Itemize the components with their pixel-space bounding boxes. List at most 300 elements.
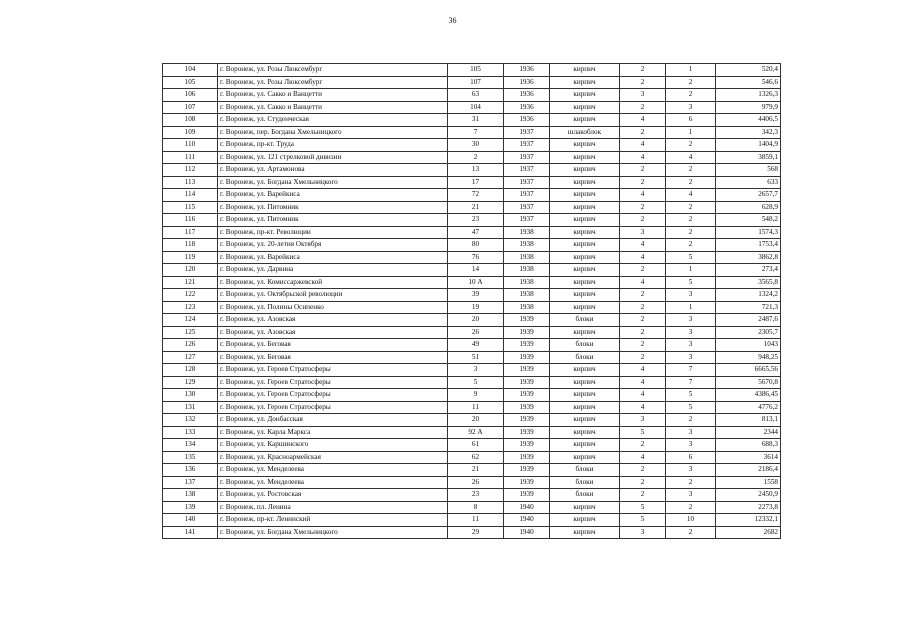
floors-cell: 2 [620,314,666,327]
material-cell: кирпич [550,389,620,402]
floors-cell: 5 [620,514,666,527]
table-row [163,239,781,252]
row-number: 124 [163,314,218,327]
address-cell: г. Воронеж, ул. Беговая [218,339,448,352]
entrances-cell: 1 [666,301,716,314]
floors-cell: 2 [620,339,666,352]
floors-cell: 4 [620,401,666,414]
area-cell: 2657,7 [716,189,781,202]
year-cell: 1939 [504,339,550,352]
address-cell: г. Воронеж, ул. 121 стрелковой дивизии [218,151,448,164]
area-cell: 3565,8 [716,276,781,289]
address-cell: г. Воронеж, ул. Героев Стратосферы [218,389,448,402]
address-cell: г. Воронеж, ул. Октябрьской революции [218,289,448,302]
material-cell: кирпич [550,139,620,152]
house-number-cell: 80 [448,239,504,252]
table-row [163,301,781,314]
table-row [163,226,781,239]
year-cell: 1939 [504,489,550,502]
entrances-cell: 2 [666,139,716,152]
row-number: 136 [163,464,218,477]
address-cell: г. Воронеж, ул. Азовская [218,326,448,339]
year-cell: 1939 [504,439,550,452]
row-number: 123 [163,301,218,314]
material-cell: кирпич [550,226,620,239]
house-number-cell: 47 [448,226,504,239]
year-cell: 1936 [504,76,550,89]
house-number-cell: 11 [448,514,504,527]
table-row [163,151,781,164]
table-row [163,289,781,302]
entrances-cell: 3 [666,339,716,352]
address-cell: г. Воронеж, ул. Дарвина [218,264,448,277]
table-row [163,351,781,364]
house-number-cell: 49 [448,339,504,352]
row-number: 119 [163,251,218,264]
year-cell: 1939 [504,364,550,377]
year-cell: 1939 [504,451,550,464]
floors-cell: 2 [620,126,666,139]
area-cell: 4776,2 [716,401,781,414]
material-cell: кирпич [550,151,620,164]
house-number-cell: 26 [448,326,504,339]
address-cell: г. Воронеж, ул. Сакко и Ванцетти [218,89,448,102]
row-number: 112 [163,164,218,177]
address-cell: г. Воронеж, ул. Красноармейская [218,451,448,464]
table-row [163,489,781,502]
table-row [163,76,781,89]
year-cell: 1940 [504,501,550,514]
table-row [163,214,781,227]
address-cell: г. Воронеж, ул. Богдана Хмельницкого [218,526,448,539]
year-cell: 1937 [504,139,550,152]
area-cell: 546,6 [716,76,781,89]
area-cell: 342,3 [716,126,781,139]
house-number-cell: 30 [448,139,504,152]
year-cell: 1937 [504,151,550,164]
row-number: 130 [163,389,218,402]
address-cell: г. Воронеж, ул. Менделеева [218,464,448,477]
table-body [163,64,781,539]
table-row [163,314,781,327]
house-number-cell: 61 [448,439,504,452]
year-cell: 1939 [504,414,550,427]
area-cell: 273,4 [716,264,781,277]
row-number: 125 [163,326,218,339]
table-row [163,526,781,539]
floors-cell: 2 [620,176,666,189]
area-cell: 2305,7 [716,326,781,339]
row-number: 134 [163,439,218,452]
address-cell: г. Воронеж, пл. Ленина [218,501,448,514]
floors-cell: 4 [620,139,666,152]
entrances-cell: 5 [666,251,716,264]
area-cell: 1043 [716,339,781,352]
table-row [163,339,781,352]
address-cell: г. Воронеж, пр-кт. Ленинский [218,514,448,527]
year-cell: 1937 [504,164,550,177]
year-cell: 1937 [504,176,550,189]
house-number-cell: 14 [448,264,504,277]
year-cell: 1940 [504,514,550,527]
page-number: 36 [448,16,457,25]
row-number: 126 [163,339,218,352]
material-cell: кирпич [550,326,620,339]
year-cell: 1938 [504,239,550,252]
area-cell: 2450,9 [716,489,781,502]
row-number: 118 [163,239,218,252]
material-cell: кирпич [550,501,620,514]
table-row [163,101,781,114]
house-number-cell: 11 [448,401,504,414]
area-cell: 5670,8 [716,376,781,389]
floors-cell: 2 [620,64,666,77]
entrances-cell: 2 [666,89,716,102]
address-cell: г. Воронеж, ул. Варейкиса [218,189,448,202]
entrances-cell: 3 [666,489,716,502]
table-row [163,264,781,277]
area-cell: 568 [716,164,781,177]
material-cell: блоки [550,476,620,489]
year-cell: 1939 [504,314,550,327]
year-cell: 1937 [504,126,550,139]
floors-cell: 2 [620,476,666,489]
address-cell: г. Воронеж, ул. Менделеева [218,476,448,489]
address-cell: г. Воронеж, ул. Питомник [218,214,448,227]
area-cell: 979,9 [716,101,781,114]
address-cell: г. Воронеж, ул. Богдана Хмельницкого [218,176,448,189]
entrances-cell: 4 [666,151,716,164]
row-number: 140 [163,514,218,527]
house-number-cell: 72 [448,189,504,202]
floors-cell: 4 [620,451,666,464]
table-row [163,126,781,139]
area-cell: 520,4 [716,64,781,77]
house-number-cell: 26 [448,476,504,489]
year-cell: 1938 [504,264,550,277]
year-cell: 1936 [504,64,550,77]
house-number-cell: 2 [448,151,504,164]
table-row [163,501,781,514]
address-cell: г. Воронеж, ул. Варейкиса [218,251,448,264]
address-cell: г. Воронеж, ул. Каршинского [218,439,448,452]
address-cell: г. Воронеж, ул. Ростовская [218,489,448,502]
floors-cell: 2 [620,201,666,214]
floors-cell: 4 [620,364,666,377]
address-cell: г. Воронеж, ул. Сакко и Ванцетти [218,101,448,114]
row-number: 104 [163,64,218,77]
row-number: 127 [163,351,218,364]
material-cell: кирпич [550,264,620,277]
area-cell: 3614 [716,451,781,464]
year-cell: 1940 [504,526,550,539]
year-cell: 1939 [504,426,550,439]
address-cell: г. Воронеж, ул. Розы Люксембург [218,76,448,89]
material-cell: кирпич [550,101,620,114]
row-number: 115 [163,201,218,214]
material-cell: кирпич [550,164,620,177]
entrances-cell: 3 [666,101,716,114]
area-cell: 1404,9 [716,139,781,152]
table-row [163,376,781,389]
material-cell: кирпич [550,451,620,464]
row-number: 132 [163,414,218,427]
entrances-cell: 3 [666,314,716,327]
entrances-cell: 7 [666,364,716,377]
table-row [163,326,781,339]
year-cell: 1937 [504,214,550,227]
house-number-cell: 7 [448,126,504,139]
entrances-cell: 2 [666,176,716,189]
material-cell: кирпич [550,514,620,527]
material-cell: кирпич [550,401,620,414]
area-cell: 2487,6 [716,314,781,327]
table-row [163,389,781,402]
floors-cell: 3 [620,226,666,239]
material-cell: шлакоблок [550,126,620,139]
row-number: 133 [163,426,218,439]
entrances-cell: 2 [666,76,716,89]
entrances-cell: 4 [666,189,716,202]
entrances-cell: 2 [666,164,716,177]
material-cell: кирпич [550,426,620,439]
material-cell: блоки [550,314,620,327]
address-cell: г. Воронеж, ул. 20-летия Октября [218,239,448,252]
year-cell: 1936 [504,89,550,102]
row-number: 111 [163,151,218,164]
table-row [163,139,781,152]
address-cell: г. Воронеж, ул. Розы Люксембург [218,64,448,77]
area-cell: 3859,1 [716,151,781,164]
entrances-cell: 2 [666,214,716,227]
entrances-cell: 6 [666,114,716,127]
floors-cell: 2 [620,464,666,477]
row-number: 128 [163,364,218,377]
row-number: 138 [163,489,218,502]
area-cell: 12332,1 [716,514,781,527]
year-cell: 1939 [504,476,550,489]
table-row [163,114,781,127]
row-number: 135 [163,451,218,464]
material-cell: кирпич [550,289,620,302]
material-cell: кирпич [550,364,620,377]
material-cell: кирпич [550,76,620,89]
entrances-cell: 2 [666,414,716,427]
area-cell: 1324,2 [716,289,781,302]
house-number-cell: 104 [448,101,504,114]
house-number-cell: 8 [448,501,504,514]
floors-cell: 4 [620,389,666,402]
house-number-cell: 17 [448,176,504,189]
entrances-cell: 1 [666,64,716,77]
year-cell: 1939 [504,464,550,477]
row-number: 113 [163,176,218,189]
year-cell: 1938 [504,301,550,314]
area-cell: 1558 [716,476,781,489]
year-cell: 1939 [504,401,550,414]
area-cell: 2273,8 [716,501,781,514]
material-cell: кирпич [550,189,620,202]
floors-cell: 2 [620,101,666,114]
table-row [163,164,781,177]
house-number-cell: 62 [448,451,504,464]
area-cell: 1326,3 [716,89,781,102]
house-number-cell: 23 [448,489,504,502]
year-cell: 1938 [504,289,550,302]
table-row [163,189,781,202]
address-cell: г. Воронеж, ул. Студенческая [218,114,448,127]
table-row [163,476,781,489]
house-number-cell: 21 [448,464,504,477]
address-cell: г. Воронеж, ул. Героев Стратосферы [218,401,448,414]
entrances-cell: 5 [666,401,716,414]
floors-cell: 4 [620,114,666,127]
material-cell: кирпич [550,89,620,102]
entrances-cell: 2 [666,201,716,214]
material-cell: блоки [550,351,620,364]
house-number-cell: 63 [448,89,504,102]
table-row [163,364,781,377]
area-cell: 4386,45 [716,389,781,402]
year-cell: 1937 [504,189,550,202]
floors-cell: 4 [620,189,666,202]
year-cell: 1937 [504,201,550,214]
row-number: 122 [163,289,218,302]
area-cell: 1753,4 [716,239,781,252]
housing-registry-table [162,63,781,539]
address-cell: г. Воронеж, ул. Полины Осипенко [218,301,448,314]
material-cell: кирпич [550,526,620,539]
floors-cell: 3 [620,526,666,539]
row-number: 110 [163,139,218,152]
table-row [163,276,781,289]
year-cell: 1939 [504,351,550,364]
material-cell: кирпич [550,251,620,264]
floors-cell: 4 [620,251,666,264]
material-cell: кирпич [550,64,620,77]
house-number-cell: 10 А [448,276,504,289]
address-cell: г. Воронеж, ул. Карла Маркса [218,426,448,439]
house-number-cell: 31 [448,114,504,127]
house-number-cell: 20 [448,314,504,327]
year-cell: 1936 [504,101,550,114]
area-cell: 2682 [716,526,781,539]
material-cell: кирпич [550,301,620,314]
entrances-cell: 3 [666,426,716,439]
material-cell: кирпич [550,376,620,389]
material-cell: кирпич [550,201,620,214]
entrances-cell: 5 [666,389,716,402]
row-number: 137 [163,476,218,489]
floors-cell: 3 [620,89,666,102]
material-cell: блоки [550,339,620,352]
row-number: 109 [163,126,218,139]
year-cell: 1939 [504,376,550,389]
material-cell: кирпич [550,214,620,227]
material-cell: блоки [550,464,620,477]
area-cell: 2186,4 [716,464,781,477]
year-cell: 1938 [504,226,550,239]
entrances-cell: 3 [666,351,716,364]
material-cell: кирпич [550,176,620,189]
area-cell: 633 [716,176,781,189]
year-cell: 1939 [504,326,550,339]
row-number: 139 [163,501,218,514]
table-row [163,251,781,264]
table-row [163,426,781,439]
address-cell: г. Воронеж, пр-кт. Труда [218,139,448,152]
table-row [163,64,781,77]
floors-cell: 2 [620,214,666,227]
entrances-cell: 3 [666,326,716,339]
row-number: 108 [163,114,218,127]
floors-cell: 2 [620,76,666,89]
floors-cell: 4 [620,276,666,289]
house-number-cell: 51 [448,351,504,364]
entrances-cell: 3 [666,464,716,477]
entrances-cell: 2 [666,526,716,539]
material-cell: кирпич [550,114,620,127]
row-number: 114 [163,189,218,202]
house-number-cell: 92 А [448,426,504,439]
row-number: 105 [163,76,218,89]
entrances-cell: 2 [666,239,716,252]
table-row [163,414,781,427]
floors-cell: 4 [620,151,666,164]
floors-cell: 2 [620,164,666,177]
table-row [163,401,781,414]
year-cell: 1938 [504,276,550,289]
area-cell: 948,25 [716,351,781,364]
address-cell: г. Воронеж, ул. Питомник [218,201,448,214]
house-number-cell: 20 [448,414,504,427]
floors-cell: 4 [620,376,666,389]
entrances-cell: 3 [666,439,716,452]
entrances-cell: 7 [666,376,716,389]
house-number-cell: 39 [448,289,504,302]
material-cell: кирпич [550,239,620,252]
area-cell: 3862,8 [716,251,781,264]
row-number: 129 [163,376,218,389]
entrances-cell: 2 [666,226,716,239]
house-number-cell: 9 [448,389,504,402]
house-number-cell: 3 [448,364,504,377]
floors-cell: 2 [620,489,666,502]
address-cell: г. Воронеж, ул. Героев Стратосферы [218,364,448,377]
floors-cell: 2 [620,326,666,339]
row-number: 107 [163,101,218,114]
year-cell: 1939 [504,389,550,402]
material-cell: кирпич [550,414,620,427]
table-row [163,89,781,102]
address-cell: г. Воронеж, ул. Азовская [218,314,448,327]
house-number-cell: 19 [448,301,504,314]
material-cell: кирпич [550,439,620,452]
address-cell: г. Воронеж, пр-кт. Революции [218,226,448,239]
address-cell: г. Воронеж, пер. Богдана Хмельницкого [218,126,448,139]
house-number-cell: 13 [448,164,504,177]
address-cell: г. Воронеж, ул. Героев Стратосферы [218,376,448,389]
row-number: 106 [163,89,218,102]
table-row [163,201,781,214]
area-cell: 4406,5 [716,114,781,127]
row-number: 116 [163,214,218,227]
house-number-cell: 5 [448,376,504,389]
house-number-cell: 21 [448,201,504,214]
address-cell: г. Воронеж, ул. Артамонова [218,164,448,177]
entrances-cell: 1 [666,126,716,139]
entrances-cell: 6 [666,451,716,464]
